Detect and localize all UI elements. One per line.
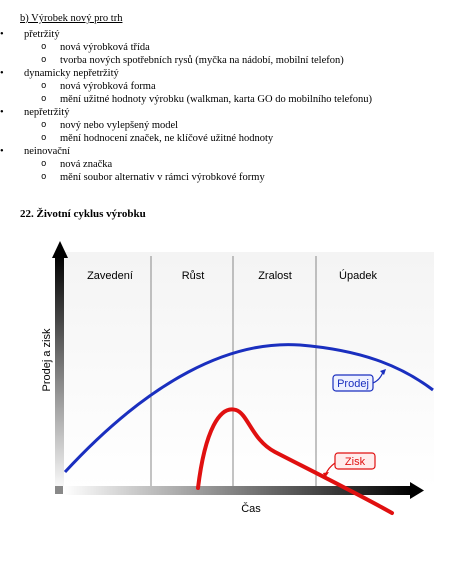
list-item-label: nepřetržitý xyxy=(24,107,70,118)
circle-bullet-icon: o xyxy=(41,42,47,52)
x-axis xyxy=(63,486,413,495)
circle-bullet-icon: o xyxy=(41,120,47,130)
phase-label-growth: Růst xyxy=(181,270,205,282)
circle-bullet-icon: o xyxy=(41,94,47,104)
bullet-icon: • xyxy=(0,107,4,118)
bullet-icon: • xyxy=(0,68,4,79)
circle-bullet-icon: o xyxy=(41,81,47,91)
sub-list-item-label: nový nebo vylepšený model xyxy=(60,120,179,131)
y-axis-arrow xyxy=(52,241,68,258)
circle-bullet-icon: o xyxy=(41,172,47,182)
axis-origin xyxy=(55,486,64,494)
sub-list-item-label: nová značka xyxy=(60,159,113,170)
circle-bullet-icon: o xyxy=(41,133,47,143)
phase-label-decline: Úpadek xyxy=(339,270,377,282)
sub-list-item-label: mění soubor alternativ v rámci výrobkové formy xyxy=(60,172,265,183)
list-item-label: neinovační xyxy=(24,146,71,157)
bullet-icon: • xyxy=(0,29,4,40)
bullet-icon: • xyxy=(0,146,4,157)
sub-list-item-label: nová výrobková forma xyxy=(60,81,156,92)
sub-list-item-label: mění užitné hodnoty výrobku (walkman, karta GO do mobilního telefonu) xyxy=(60,94,373,105)
chapter-heading: 22. Životní cyklus výrobku xyxy=(20,208,146,220)
y-axis xyxy=(55,255,64,493)
sales-label: Prodej xyxy=(337,378,369,390)
section-heading: b) Výrobek nový pro trh xyxy=(20,13,123,24)
sub-list-item-label: mění hodnocení značek, ne klíčové užitné hodnoty xyxy=(60,133,274,144)
list-item-label: přetržitý xyxy=(24,29,60,40)
x-axis-label: Čas xyxy=(241,503,261,515)
circle-bullet-icon: o xyxy=(41,159,47,169)
sub-list-item-label: tvorba nových spotřebních rysů (myčka na nádobí, mobilní telefon) xyxy=(60,55,344,66)
phase-background xyxy=(60,252,434,490)
y-axis-label: Prodej a zisk xyxy=(41,328,53,392)
sub-list-item-label: nová výrobková třída xyxy=(60,42,150,53)
phase-label-maturity: Zralost xyxy=(258,270,292,282)
phase-label-introduction: Zavedení xyxy=(87,270,133,282)
circle-bullet-icon: o xyxy=(41,55,47,65)
list-item-label: dynamicky nepřetržitý xyxy=(24,68,119,79)
profit-label: Zisk xyxy=(344,456,366,468)
